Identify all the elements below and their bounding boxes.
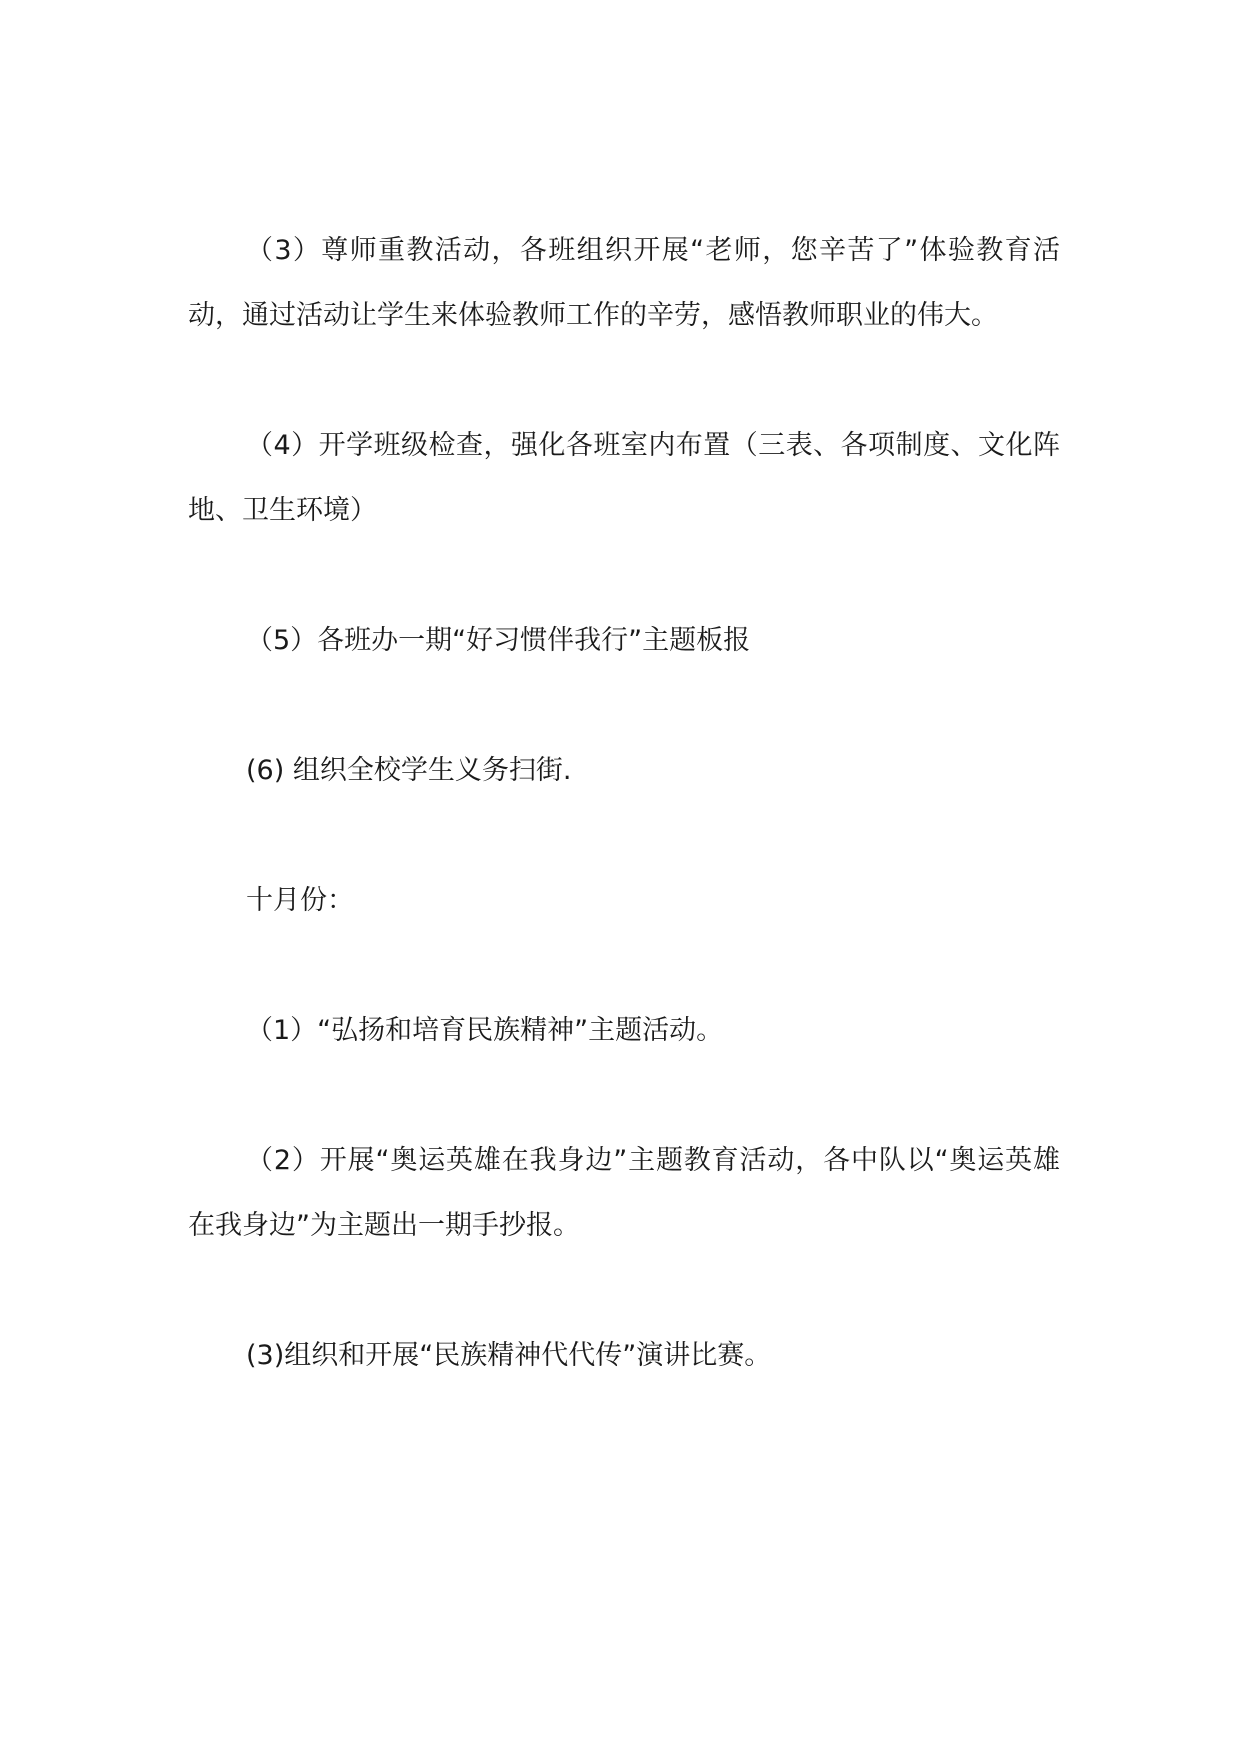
- paragraph-spacer: [188, 1258, 1060, 1323]
- paragraph-blackboard-report: （5）各班办一期“好习惯伴我行”主题板报: [246, 625, 751, 656]
- paragraph-spacer: [188, 673, 1060, 738]
- paragraph-street-cleaning: (6) 组织全校学生义务扫街.: [246, 755, 572, 786]
- paragraph-spacer: [188, 1063, 1060, 1128]
- section-heading-october: 十月份：: [246, 885, 354, 916]
- paragraph-national-spirit-activity: （1）“弘扬和培育民族精神”主题活动。: [246, 1015, 724, 1046]
- paragraph-speech-contest: (3)组织和开展“民族精神代代传”演讲比赛。: [246, 1340, 772, 1371]
- paragraph-spacer: [188, 543, 1060, 608]
- paragraph-spacer: [188, 803, 1060, 868]
- paragraph-spacer: [188, 348, 1060, 413]
- paragraph-spacer: [188, 933, 1060, 998]
- document-body: [188, 218, 1060, 1388]
- paragraph-olympic-hero-activity: （2）开展“奥运英雄在我身边”主题教育活动，各中队以“奥运英雄在我身边”为主题出一期手抄报。: [188, 1145, 1060, 1241]
- paragraph-class-inspection: （4）开学班级检查，强化各班室内布置（三表、各项制度、文化阵地、卫生环境）: [188, 430, 1060, 526]
- paragraph-teacher-respect-activity: （3）尊师重教活动，各班组织开展“老师，您辛苦了”体验教育活动，通过活动让学生来体验教师工作的辛劳，感悟教师职业的伟大。: [188, 235, 1060, 331]
